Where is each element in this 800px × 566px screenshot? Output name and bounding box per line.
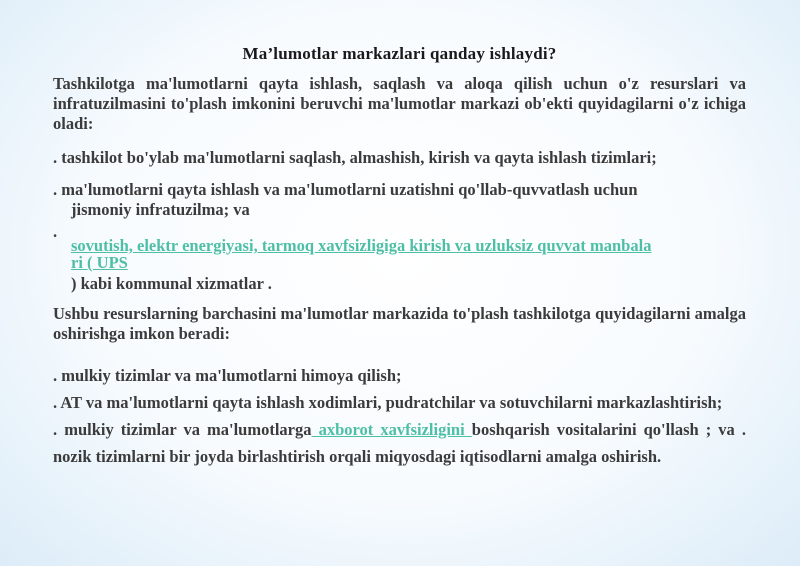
utilities-rest: ) kabi kommunal xizmatlar . <box>71 274 272 293</box>
security-post: boshqarish vositalarini qo'llash ; va . nozik tizimlarni bir joyda birlashtirish orqali miqyosdagi iqtisodlarni amalga oshirish. <box>53 420 747 466</box>
list-item-security <box>53 416 746 470</box>
list-item-protect: . mulkiy tizimlar va ma'lumotlarni himoya qilish; <box>53 366 402 385</box>
list-item-centralize: . AT va ma'lumotlarni qayta ishlash xodimlari, pudratchilar va sotuvchilarni markazlashtirish; <box>53 393 723 412</box>
utilities-link[interactable]: sovutish, elektr energiyasi, tarmoq xavfsizligiga kirish va uzluksiz quvvat manbala <box>71 236 652 255</box>
list-item-systems: . tashkilot bo'ylab ma'lumotlarni saqlash, almashish, kirish va qayta ishlash tizimlari; <box>53 148 657 167</box>
list-item-utilities <box>53 222 746 294</box>
page-title: Ma’lumotlar markazlari qanday ishlaydi? <box>242 44 557 63</box>
list-item-utilities-bullet: . <box>53 222 58 241</box>
benefits-list <box>53 362 746 470</box>
benefits-lead: Ushbu resurslarning barchasini ma'lumotlar markazida to'plash tashkilotga quyidagilarni amalga oshirishga imkon beradi: <box>53 304 746 343</box>
utilities-link-cont[interactable]: ri ( UPS <box>71 253 128 272</box>
slide <box>53 44 746 470</box>
list-item-infrastructure-line1: . ma'lumotlarni qayta ishlash va ma'lumotlarni uzatishni qo'llab-quvvatlash uchun <box>53 180 638 199</box>
list-item-infrastructure-line2: jismoniy infratuzilma; va <box>71 200 250 219</box>
intro-paragraph: Tashkilotga ma'lumotlarni qayta ishlash, saqlash va aloqa qilish uchun o'z resurslari va infratuzilmasini to'plash imkonini beruvchi ma'lumotlar markazi ob'ekti quyidagilarni o'z ichiga oladi: <box>53 74 746 133</box>
infosec-link[interactable]: axborot xavfsizligini <box>311 420 472 439</box>
list-item-infrastructure <box>53 180 746 220</box>
security-pre: . mulkiy tizimlar va ma'lumotlarga <box>53 420 312 439</box>
